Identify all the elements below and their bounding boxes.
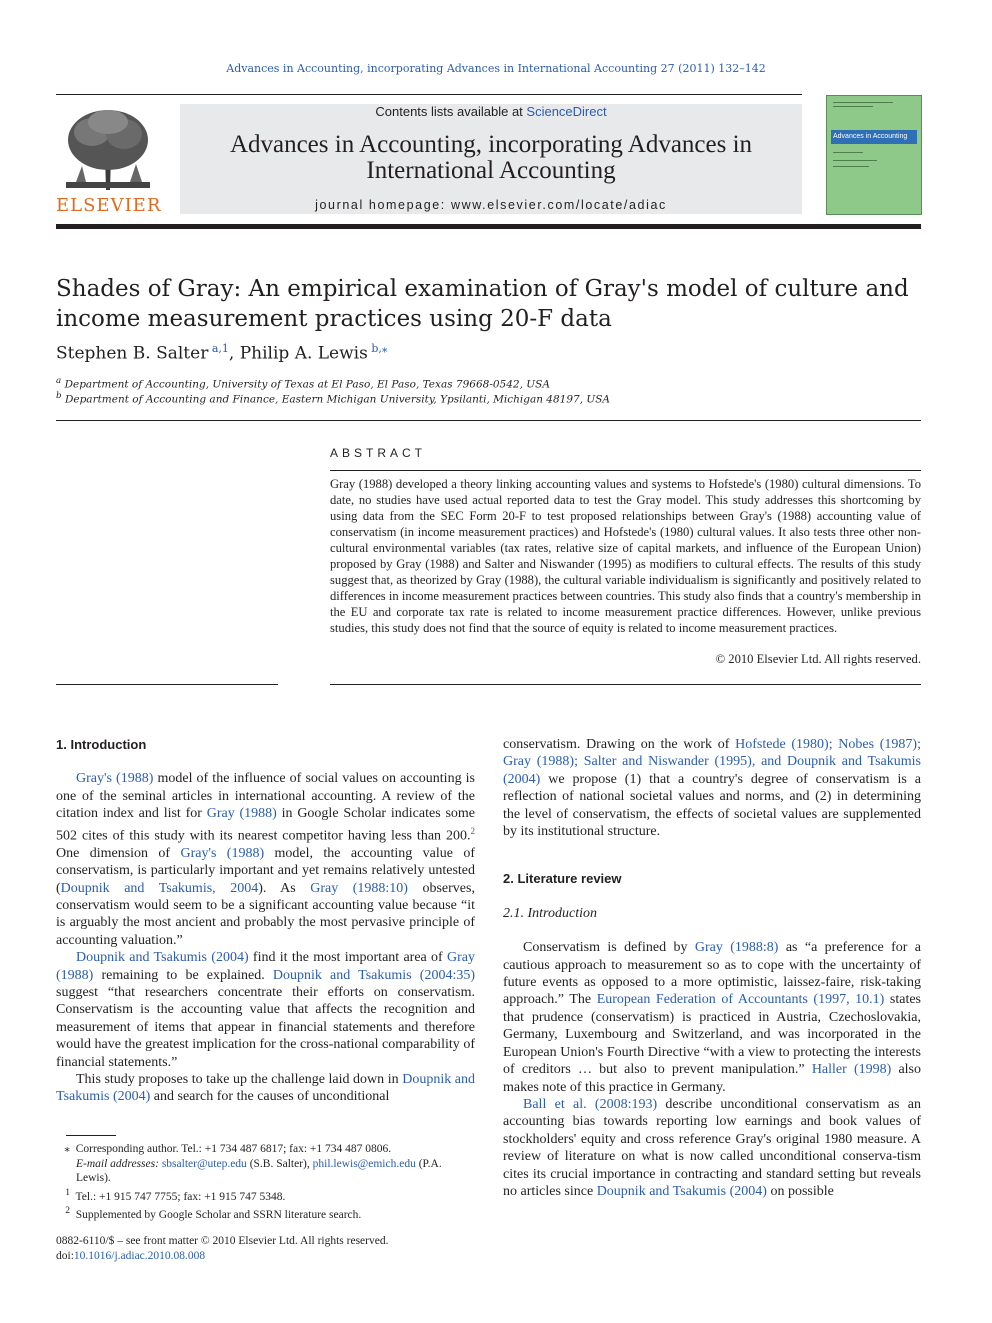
cite-gray-1988[interactable]: Gray's (1988) bbox=[76, 771, 154, 787]
abstract-top-rule bbox=[330, 470, 921, 471]
journal-homepage[interactable]: journal homepage: www.elsevier.com/locate/adiac bbox=[315, 198, 667, 212]
lit-paragraph-1: Conservatism is defined by Gray (1988:8) as “a preference for a cautious approach to measurement so as to cope with the uncertainty of future events as opposed to a more optimistic, laissez-faire, risk-taking approach.” The European Federation of Accountants (1997, 10.1) states that prudence (conservatism) is practiced in Austria, Czechoslovakia, Germany, Luxembourg and Switzerland, and was incorporated in the European Union's Fourth Directive “with a view to protecting the interests of creditors … but also to prevent manipulation.” Haller (1998) also makes note of this practice in Germany. bbox=[503, 940, 922, 1095]
author-1-affil-mark[interactable]: a,1 bbox=[211, 342, 229, 355]
doi-line: doi:10.1016/j.adiac.2010.08.008 bbox=[56, 1249, 206, 1262]
body-right-column bbox=[503, 736, 921, 1200]
cover-title: Advances in Accounting bbox=[833, 133, 908, 140]
sciencedirect-link[interactable]: ScienceDirect bbox=[526, 104, 607, 119]
author-2-affil-mark[interactable]: b,⁎ bbox=[371, 342, 388, 355]
journal-title: Advances in Accounting, incorporating Advances in International Accounting bbox=[229, 131, 753, 184]
lit-paragraph-2: Ball et al. (2008:193) describe unconditional conservatism as an accounting bias towards reporting low earnings and book values of stockholders' equity and cross reference Gray's original 1980 measure. A review of literature on what is now called unconditional conserva-tism cites its crucial importance in contracting and standard setting but reveals no articles since Doupnik and Tsakumis (2004) on possible bbox=[503, 1096, 921, 1199]
elsevier-wordmark: ELSEVIER bbox=[56, 195, 162, 216]
cite-hofstede-nobes-gray-salter-doupnik[interactable]: Hofstede (1980); Nobes (1987); Gray (1988); Salter and Niswander (1995), and Doupnik and Tsakumis (2004) bbox=[503, 737, 921, 787]
cite-gray-1988-d[interactable]: Gray (1988) bbox=[56, 950, 476, 983]
cite-doupnik-tsakumis-2004-35[interactable]: Doupnik and Tsakumis (2004:35) bbox=[272, 967, 475, 983]
email-lewis-link[interactable]: phil.lewis@emich.edu bbox=[312, 1157, 416, 1170]
cite-gray-1988-c[interactable]: Gray's (1988) bbox=[180, 845, 265, 861]
body-left-column bbox=[56, 736, 475, 1106]
intro-paragraph-4: conservatism. Drawing on the work of Hofstede (1980); Nobes (1987); Gray (1988); Salter and Niswander (1995), and Doupnik and Tsakumis (2004) we propose (1) that a country's degree of conservatism is a reflection of national societal values and norms, and (2) in determining the level of conservatism, the effects of societal values are supplemented by its institutional structure. bbox=[503, 737, 921, 840]
affiliation-divider bbox=[56, 420, 921, 421]
cite-doupnik-tsakumis-2004-d[interactable]: Doupnik and Tsakumis (2004) bbox=[596, 1183, 767, 1199]
journal-cover-thumbnail bbox=[826, 95, 922, 215]
issn-line: 0882-6110/$ – see front matter © 2010 Elsevier Ltd. All rights reserved. bbox=[56, 1235, 389, 1248]
footnote-emails: E-mail addresses: sbsalter@utep.edu (S.B. Salter), phil.lewis@emich.edu (P.A. Lewis). bbox=[76, 1157, 442, 1184]
journal-citation-line[interactable]: Advances in Accounting, incorporating Advances in International Accounting 27 (2011) 132–142 bbox=[226, 62, 766, 75]
intro-paragraph-2: Doupnik and Tsakumis (2004) find it the most important area of Gray (1988) remaining to be explained. Doupnik and Tsakumis (2004:35) suggest “that researchers concentrate their efforts on conservatism. Conservatism is the accounting value that affects the recognition and measurement of items that appear in financial statements and therefore would have the greatest implication for the cross-national comparability of financial statements.” bbox=[56, 950, 476, 1070]
footnote-1: $^1$ Tel.: +1 915 747 7755; fax: +1 915 747 5348. bbox=[65, 1186, 286, 1203]
footnote-corresponding: ⁎ Corresponding author. Tel.: +1 734 487 6817; fax: +1 734 487 0806. bbox=[64, 1143, 392, 1155]
author-list: Stephen B. Salter $^{a,1}$, Philip A. Lewis $^{b,⁎}$ bbox=[56, 342, 388, 364]
affiliation-a: $^a$ Department of Accounting, University of Texas at El Paso, El Paso, Texas 79668-0542, USA bbox=[56, 376, 550, 391]
article-title: Shades of Gray: An empirical examination of Gray's model of culture and income measurement practices using 20-F data bbox=[56, 276, 909, 332]
cite-ball-2008[interactable]: Ball et al. (2008:193) bbox=[523, 1096, 658, 1112]
abstract-text: Gray (1988) developed a theory linking accounting values and systems to Hofstede's (1980) cultural dimensions. To date, no studies have used actual reported data to test the Gray model. This study addresses this shortcoming by using data from the SEC Form 20-F to test proposed relationships between Gray's (1988) accounting value of conservatism (in income measurement practices) and Hofstede's (1980) cultural values. It also tests three other non-cultural environmental variables (tax rates, relative size of capital markets, and influence of the European Union) proposed by Gray (1988) and Salter and Niswander (1995) as modifiers to cultural effects. The results of this study suggest that, as theorized by Gray (1988), the cultural variable individualism is significantly and positively related to differences in income measurement practices between countries. This study also finds that a country's membership in the EU and corporate tax rate is related to income measurement practice differences. However, unlike previous studies, this study does not find that the source of equity is related to income measurement practices. bbox=[330, 477, 921, 635]
header-top-rule bbox=[56, 94, 802, 95]
affiliation-b: $^b$ Department of Accounting and Finance, Eastern Michigan University, Ypsilanti, Michigan 48197, USA bbox=[56, 391, 611, 406]
section-2-1-heading: 2.1. Introduction bbox=[503, 905, 597, 921]
intro-paragraph-1: Gray's (1988) model of the influence of social values on accounting is one of the seminal articles in international accounting. A review of the citation index and list for Gray (1988) in Google Scholar indicates some 502 cites of this study with its nearest competitor having less than 200.$^2$ One dimension of Gray's (1988) model, the accounting value of conservatism, is particularly important and yet remains relatively untested (Doupnik and Tsakumis, 2004). As Gray (1988:10) observes, conservatism would seem to be a significant accounting value because “it is arguably the most ancient and probably the most pervasive principle of accounting valuation.” bbox=[56, 771, 476, 948]
cite-haller-1998[interactable]: Haller (1998) bbox=[811, 1062, 892, 1078]
cite-doupnik-tsakumis-2004[interactable]: Doupnik and Tsakumis, 2004 bbox=[60, 880, 259, 896]
cite-doupnik-tsakumis-2004-b[interactable]: Doupnik and Tsakumis (2004) bbox=[76, 950, 249, 966]
header-thick-rule bbox=[56, 224, 921, 229]
cite-gray-1988-10[interactable]: Gray (1988:10) bbox=[310, 880, 408, 896]
cite-gray-1988-8[interactable]: Gray (1988:8) bbox=[694, 940, 779, 956]
cite-doupnik-tsakumis-2004-c[interactable]: Doupnik and Tsakumis (2004) bbox=[56, 1071, 475, 1105]
footnote-2-ref[interactable]: 2 bbox=[470, 825, 475, 836]
footnote-rule bbox=[66, 1135, 116, 1136]
email-salter-link[interactable]: sbsalter@utep.edu bbox=[161, 1157, 247, 1170]
author-2[interactable]: Philip A. Lewis bbox=[239, 343, 368, 364]
abstract-bottom-rule bbox=[330, 684, 921, 685]
abstract-copyright: © 2010 Elsevier Ltd. All rights reserved. bbox=[715, 652, 921, 666]
cite-gray-1988-b[interactable]: Gray (1988) bbox=[206, 806, 277, 822]
intro-paragraph-3: This study proposes to take up the challenge laid down in Doupnik and Tsakumis (2004) and search for the causes of unconditional bbox=[56, 1071, 475, 1105]
cite-european-federation-accountants[interactable]: European Federation of Accountants (1997, 10.1) bbox=[596, 992, 885, 1008]
left-column-rule bbox=[56, 684, 278, 685]
abstract-heading: ABSTRACT bbox=[330, 446, 427, 460]
section-2-heading: 2. Literature review bbox=[503, 871, 622, 887]
section-1-heading: 1. Introduction bbox=[56, 737, 147, 752]
footnotes bbox=[56, 1142, 475, 1263]
doi-link[interactable]: 10.1016/j.adiac.2010.08.008 bbox=[73, 1249, 206, 1262]
contents-line: Contents lists available at ScienceDirect bbox=[375, 104, 607, 119]
author-1[interactable]: Stephen B. Salter bbox=[56, 343, 209, 364]
footnote-2: $^2$ Supplemented by Google Scholar and SSRN literature search. bbox=[65, 1204, 362, 1221]
